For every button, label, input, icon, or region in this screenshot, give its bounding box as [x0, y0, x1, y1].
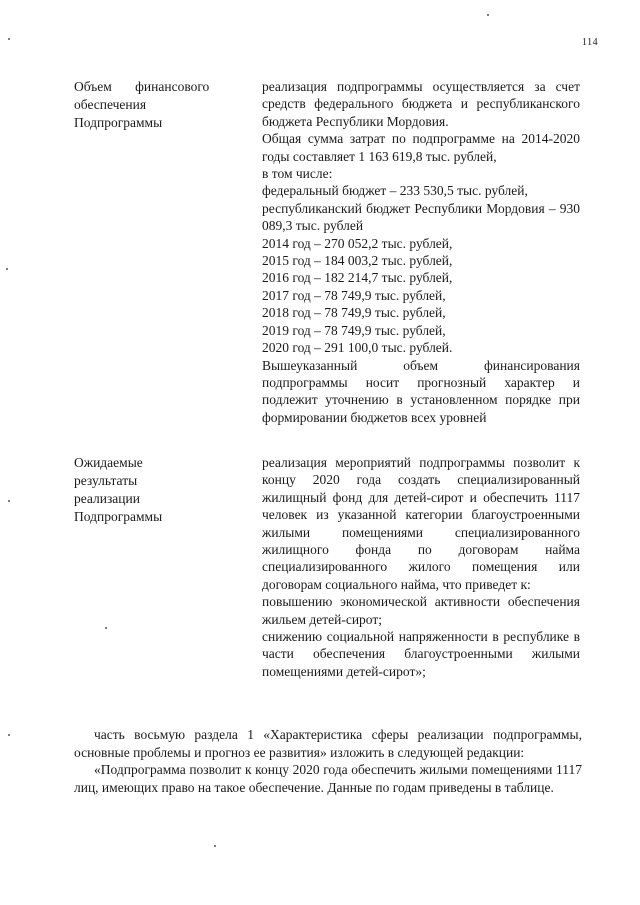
scan-speck: [214, 845, 216, 847]
financing-text: Вышеуказанный объем финансирования подпрограммы носит прогнозный характер и подлежит уточнению в установленном порядке при формировании бюджетов всех уровней: [262, 357, 580, 425]
financing-text: федеральный бюджет – 233 530,5 тыс. рублей,: [262, 183, 528, 199]
financing-text: в том числе:: [262, 166, 333, 182]
body-paragraph: часть восьмую раздела 1 «Характеристика сферы реализации подпрограммы, основные проблемы и прогноз ее развития» изложить в следующей редакции:: [74, 727, 582, 760]
financing-year-line: 2017 год – 78 749,9 тыс. рублей,: [262, 287, 446, 303]
results-text: снижению социальной напряженности в республике в части обеспечения благоустроенными жилыми помещениями детей-сирот»;: [262, 629, 580, 679]
results-label-line: результаты: [74, 473, 138, 488]
scan-speck: [8, 38, 10, 40]
scan-speck: [105, 627, 107, 629]
financing-year-line: 2016 год – 182 214,7 тыс. рублей,: [262, 270, 453, 286]
page-number: 114: [582, 37, 599, 48]
financing-year-line: 2019 год – 78 749,9 тыс. рублей,: [262, 322, 446, 338]
financing-text: реализация подпрограммы осуществляется за счет средств федерального бюджета и республиканского бюджета Республики Мордовия.: [262, 79, 580, 129]
results-label: [74, 454, 254, 526]
financing-text: республиканский бюджет Республики Мордовия – 930 089,3 тыс. рублей: [262, 200, 580, 234]
scan-speck: [8, 500, 10, 502]
financing-year-line: 2020 год – 291 100,0 тыс. рублей.: [262, 340, 453, 356]
financing-label-line: Подпрограммы: [74, 115, 163, 130]
body-paragraph: «Подпрограмма позволит к концу 2020 года обеспечить жилыми помещениями 1117 лиц, имеющих право на такое обеспечение. Данные по годам приведены в таблице.: [74, 762, 582, 795]
financing-label: [74, 78, 254, 132]
scan-speck: [6, 268, 8, 270]
scan-speck: [487, 14, 489, 16]
financing-label-line: обеспечения: [74, 97, 147, 112]
results-text: повышению экономической активности обеспечения жильем детей-сирот;: [262, 594, 580, 627]
results-label-line: Ожидаемые: [74, 455, 143, 470]
results-label-line: реализации: [74, 491, 140, 506]
body-text: [74, 726, 582, 796]
financing-value: [262, 78, 580, 426]
financing-year-line: 2015 год – 184 003,2 тыс. рублей,: [262, 253, 453, 269]
scan-speck: [8, 734, 10, 736]
results-value: [262, 454, 580, 680]
financing-text: Общая сумма затрат по подпрограмме на 2014-2020 годы составляет 1 163 619,8 тыс. рублей,: [262, 131, 580, 164]
financing-year-line: 2018 год – 78 749,9 тыс. рублей,: [262, 305, 446, 321]
results-text: реализация мероприятий подпрограммы позволит к концу 2020 года создать специализированный жилищный фонд для детей-сирот и обеспечить 1117 человек из указанной категории благоустроенными жилыми помещениями специализированного жилищного фонда по договорам найма специализированного жилого помещения или договорам социального найма, что приведет к:: [262, 455, 580, 592]
financing-label-line: Объем финансового: [74, 79, 210, 94]
financing-year-line: 2014 год – 270 052,2 тыс. рублей,: [262, 235, 453, 251]
results-label-line: Подпрограммы: [74, 509, 163, 524]
